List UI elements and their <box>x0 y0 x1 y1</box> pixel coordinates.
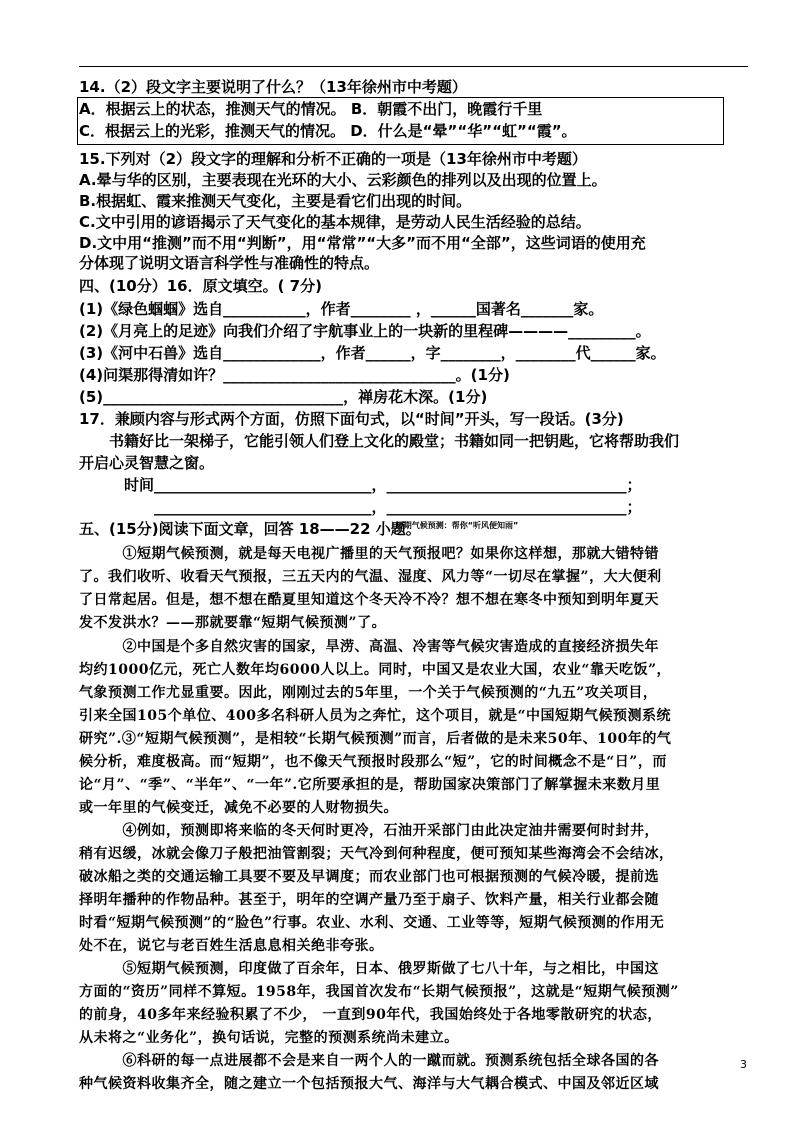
q14-option-line-2: C．根据云上的光彩，推测天气的情况。 D．什么是“晕”“华”“虹”“霞”。 <box>79 122 577 140</box>
article-line: ⑤短期气候预测，印度做了百余年，日本、俄罗斯做了七八十年，与之相比，中国这 <box>79 961 659 977</box>
article-line: ①短期气候预测，就是每天电视广播里的天气预报吧？如果你这样想，那就大错特错 <box>79 546 659 562</box>
q15-option-a: A.晕与华的区别，主要表现在光环的大小、云彩颜色的排列以及出现的位置上。 <box>79 171 607 189</box>
page-number: 3 <box>740 1058 747 1071</box>
q15-stem: 15.下列对（2）段文字的理解和分析不正确的一项是（13年徐州市中考题） <box>79 150 587 168</box>
q17-answer-line-1: 时间_____________________________，________________________________； <box>79 476 642 494</box>
fill-item-3: (3)《河中石兽》选自_____________，作者______，字________，________代______家。 <box>79 344 666 362</box>
q17-example-line-2: 开启心灵智慧之窗。 <box>79 454 215 472</box>
article-line: 研究”.③“短期气候预测”，是相较“长期气候预测”而言，后者做的是未来50年、100年的气 <box>79 731 672 747</box>
fill-item-1: (1)《绿色蝈蝈》选自___________，作者________ ，______国著名_______家。 <box>79 300 604 318</box>
article-line: 方面的“资历”同样不算短。1958年，我国首次发布“长期气候预报”，这就是“短期气候预测” <box>79 984 679 1000</box>
article-line: 从未将之“业务化”，换句话说，完整的预测系统尚未建立。 <box>79 1030 459 1046</box>
article-title: 短期气候预测：帮你“听风便知雨” <box>395 521 519 530</box>
q17-stem: 17．兼顾内容与形式两个方面，仿照下面句式，以“时间”开头，写一段话。(3分) <box>79 410 624 428</box>
article-line: 论“月”、“季”、“半年”、“一年”.它所要承担的是，帮助国家决策部门了解掌握未来数月里 <box>79 777 661 793</box>
article-line: 处不在，说它与老百姓生活息息相关绝非夸张。 <box>79 938 384 954</box>
article-line: 时看“短期气候预测”的“脸色”行事。农业、水利、交通、工业等等，短期气候预测的作用无 <box>79 915 665 931</box>
article-line: 均约1000亿元，死亡人数年均6000人以上。同时，中国又是农业大国，农业“靠天吃饭”， <box>79 662 672 678</box>
fill-item-4: (4)问渠那得清如许？_______________________________。(1分) <box>79 366 510 384</box>
fill-item-5: (5)________________________________，禅房花木深。(1分) <box>79 388 488 406</box>
article-line: 候分析，难度极高。而“短期”，也不像天气预报时段那么“短”，它的时间概念不是“日”，而 <box>79 754 667 770</box>
article-line: 了日常起居。但是，想不想在酷夏里知道这个冬天冷不冷？想不想在寒冬中预知到明年夏天 <box>79 592 659 608</box>
q15-option-b: B.根据虹、霞来推测天气变化，主要是看它们出现的时间。 <box>79 192 472 210</box>
fill-item-2: (2)《月亮上的足迹》向我们介绍了宇航事业上的一块新的里程碑————_________。 <box>79 322 651 340</box>
article-line: 破冰船之类的交通运输工具要不要及早调度；而农业部门也可根据预测的气候冷暖，提前选 <box>79 869 659 885</box>
article-line: 稍有迟缓，冰就会像刀子般把油管割裂；天气冷到何种程度，便可预知某些海湾会不会结冰， <box>79 846 674 862</box>
q15-option-d: D.文中用“推测”而不用“判断”，用“常常”“大多”而不用“全部”，这些词语的使用充 <box>79 234 646 252</box>
article-line: 的前身，40多年来经验积累了不少， 一直到90年代，我国始终处于各地零散研究的状态， <box>79 1007 662 1023</box>
article-line: 或一年里的气候变迁，减免不必要的人财物损失。 <box>79 800 398 816</box>
article-line: ②中国是个多自然灾害的国家，旱涝、高温、冷害等气候灾害造成的直接经济损失年 <box>79 639 659 655</box>
q15-option-d-cont: 分体现了说明文语言科学性与准确性的特点。 <box>79 254 380 272</box>
q15-option-c: C.文中引用的谚语揭示了天气变化的基本规律，是劳动人民生活经验的总结。 <box>79 213 591 231</box>
q17-example-line-1: 书籍好比一架梯子，它能引领人们登上文化的殿堂；书籍如同一把钥匙，它将帮助我们 <box>79 432 680 450</box>
q17-answer-line-2: _____________________________，________________________________； <box>79 498 642 516</box>
section5-header: 五、(15分)阅读下面文章，回答 18——22 小题。 <box>79 520 421 538</box>
section4-header: 四、(10分）16．原文填空。( 7分) <box>79 277 322 295</box>
article-line: ⑥科研的每一点进展都不会是来自一两个人的一蹴而就。预测系统包括全球各国的各 <box>79 1053 659 1069</box>
article-line: 气象预测工作尤显重要。因此，刚刚过去的5年里，一个关于气候预测的“九五”攻关项目， <box>79 685 658 701</box>
article-line: ④例如，预测即将来临的冬天何时更冷，石油开采部门由此决定油井需要何时封井， <box>79 823 659 839</box>
article-line: 发不发洪水？——那就要靠“短期气候预测”了。 <box>79 615 387 631</box>
article-line: 择明年播种的作物品种。甚至于，明年的空调产量乃至于扇子、饮料产量，相关行业都会随 <box>79 892 659 908</box>
q14-stem: 14.（2）段文字主要说明了什么？（13年徐州市中考题） <box>79 78 467 96</box>
article-line: 引来全国105个单位、400多名科研人员为之奔忙，这个项目，就是“中国短期气候预测系统 <box>79 708 671 724</box>
q14-option-line-1: A．根据云上的状态，推测天气的情况。 B．朝霞不出门，晚霞行千里 <box>79 100 543 118</box>
article-line: 种气候资料收集齐全，随之建立一个包括预报大气、海洋与大气耦合模式、中国及邻近区域 <box>79 1076 659 1092</box>
article-line: 了。我们收听、收看天气预报，三五天内的气温、湿度、风力等“一切尽在掌握”，大大便利 <box>79 569 662 585</box>
header-rule <box>79 66 748 67</box>
